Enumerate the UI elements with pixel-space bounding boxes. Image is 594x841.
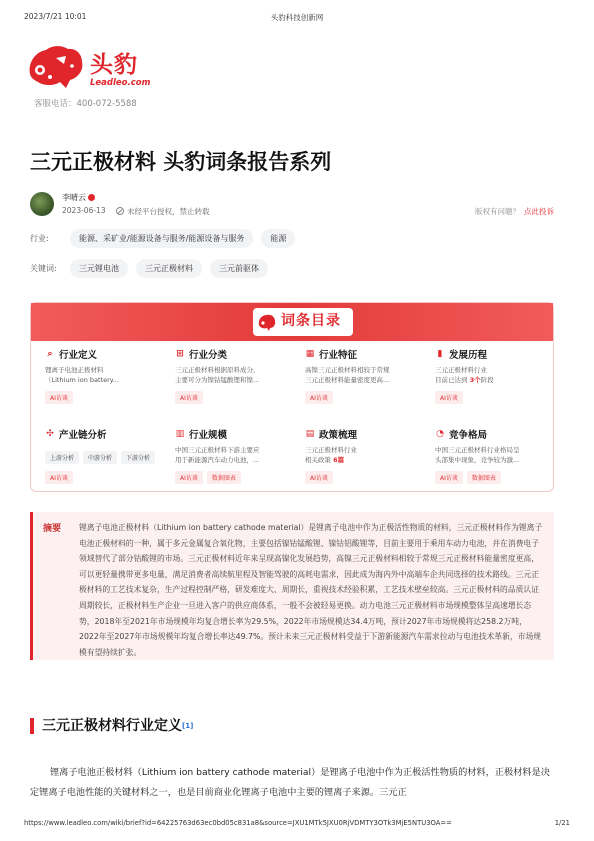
complaint-link[interactable]: 点此投诉 — [524, 207, 554, 216]
toc-item-title — [175, 347, 299, 361]
copyright-question: 版权有问题？ — [475, 207, 520, 216]
toc-item-title — [175, 427, 299, 441]
toc-item-desc — [305, 446, 429, 465]
toc-desc-line: 高镍三元正极材料相较于常规 — [305, 366, 390, 374]
toc-item-competition[interactable] — [435, 427, 559, 484]
keyword-tag[interactable]: 三元正极材料 — [136, 259, 202, 278]
toc-item-title — [435, 347, 559, 361]
service-hotline: 客服电话：400-072-5588 — [34, 99, 137, 109]
toc-desc-line: 中国三元正极材料行业格局呈 — [435, 446, 520, 454]
verified-badge-icon — [88, 194, 95, 201]
toc-item-label: 行业定义 — [59, 350, 98, 361]
toc-desc-line: （Lithium ion battery... — [45, 375, 119, 384]
leopard-mini-icon — [257, 312, 277, 332]
brand-name-cn: 头豹 — [90, 52, 138, 78]
toc-item-classification[interactable] — [175, 347, 299, 404]
authorization-text: 未经平台授权，禁止转载 — [127, 207, 210, 216]
author-info — [30, 192, 554, 222]
downstream-tag[interactable]: 下游分析 — [121, 451, 155, 464]
toc-item-title — [435, 427, 559, 441]
toc-desc-line: 三元正极材料根据原料成分， — [175, 366, 260, 374]
data-chart-pill[interactable]: 数据图表 — [207, 471, 241, 484]
toc-desc-line: 头部集中现象，竞争较为激... — [435, 455, 520, 464]
toc-item-label: 行业特征 — [319, 350, 358, 361]
ai-interview-pill[interactable]: AI访谈 — [305, 391, 333, 404]
toc-item-desc — [175, 446, 299, 465]
reference-link[interactable]: [1] — [182, 722, 194, 730]
page-number: 1/21 — [554, 819, 570, 827]
toc-item-title — [305, 347, 429, 361]
toc-item-label: 行业分类 — [189, 350, 228, 361]
section-title — [30, 718, 193, 734]
keyword-tag[interactable]: 三元锂电池 — [70, 259, 128, 278]
toc-item-history[interactable] — [435, 347, 559, 404]
toc-item-label: 产业链分析 — [59, 430, 107, 441]
toc-panel — [30, 302, 554, 492]
toc-item-policy[interactable] — [305, 427, 429, 484]
ai-interview-pill[interactable]: AI访谈 — [175, 391, 203, 404]
body-paragraph: 锂离子电池正极材料（Lithium ion battery cathode material）是锂离子电池中作为正极活性物质的材料，正极材料是决定锂离子电池性能的关键材料之一，也是目前商业化锂离子电池中主要的锂离子来源。三元正 — [30, 767, 550, 798]
pie-icon: ◔ — [436, 429, 444, 439]
keyword-label: 关键词: — [30, 264, 57, 273]
toc-item-desc — [175, 366, 299, 385]
hierarchy-icon: ⊞ — [176, 349, 184, 359]
grid-icon: ▦ — [305, 349, 315, 359]
toc-desc-line: 三元正极材料能量密度更高... — [305, 375, 390, 384]
bars-icon: ▮ — [437, 349, 443, 359]
midstream-tag[interactable]: 中游分析 — [83, 451, 117, 464]
toc-title: 词条目录 — [281, 313, 341, 329]
toc-item-title — [45, 347, 169, 361]
keyword-row — [30, 259, 276, 278]
toc-item-desc — [435, 366, 559, 385]
abstract-label: 摘要 — [43, 524, 62, 534]
search-doc-icon: ⌕ — [47, 349, 53, 359]
print-header — [24, 12, 570, 24]
leopard-logo-icon — [26, 44, 86, 90]
policy-icon: ▤ — [305, 429, 315, 439]
toc-desc-line: 目前已达到 — [435, 375, 470, 384]
abstract-box — [30, 512, 554, 660]
toc-item-label: 发展历程 — [449, 350, 488, 361]
toc-item-desc — [305, 366, 429, 385]
page-title: 三元正极材料 头豹词条报告系列 — [30, 150, 332, 174]
toc-item-features[interactable] — [305, 347, 429, 404]
section-title-text: 三元正极材料行业定义 — [42, 718, 182, 734]
ai-interview-pill[interactable]: AI访谈 — [175, 471, 203, 484]
author-avatar[interactable] — [30, 192, 54, 216]
author-name-wrap[interactable] — [62, 192, 95, 203]
toc-item-label: 竞争格局 — [449, 430, 488, 441]
keyword-tag[interactable]: 三元前驱体 — [210, 259, 268, 278]
ai-interview-pill[interactable]: AI访谈 — [305, 471, 333, 484]
stage-count: 3个 — [469, 375, 481, 384]
toc-header — [31, 303, 553, 341]
industry-row — [30, 229, 303, 248]
toc-item-title — [305, 427, 429, 441]
toc-item-label: 行业规模 — [189, 430, 228, 441]
ban-icon — [116, 207, 124, 215]
industry-tag[interactable]: 能源 — [261, 229, 295, 248]
toc-item-desc — [435, 446, 559, 465]
brand-name-en: Leadleo.com — [90, 78, 151, 88]
author-name[interactable]: 李晴云 — [62, 193, 86, 202]
chart-icon: ▥ — [175, 429, 185, 439]
toc-desc-line: 主要可分为镍钴锰酸锂和镍... — [175, 375, 260, 384]
ai-interview-pill[interactable]: AI访谈 — [45, 391, 73, 404]
industry-label: 行业: — [30, 234, 49, 243]
toc-item-chain[interactable] — [45, 427, 169, 484]
toc-desc-suffix: 阶段 — [480, 375, 494, 384]
toc-desc-line: 相关政策 — [305, 455, 334, 464]
print-datetime: 2023/7/21 10:01 — [24, 12, 87, 21]
publish-date: 2023-06-13 — [62, 206, 106, 215]
toc-item-title — [45, 427, 169, 441]
print-footer — [24, 819, 570, 827]
toc-item-label: 政策梳理 — [319, 430, 358, 441]
toc-desc-line: 三元正极材料行业 — [435, 366, 487, 374]
abstract-text: 锂离子电池正极材料（Lithium ion battery cathode material）是锂离子电池中作为正极活性物质的材料，三元正极材料作为锂离子电池正极材料的一种，属于多元金属复合氧化物，主要包括镍钴锰酸锂、镍钴铝酸锂等，目前主要用于乘用车动力电池，并在消费电子领域替代了部分钴酸锂的市场。三元正极材料近年来呈现高镍化发展趋势，高镍三元正极材料相较于常规三元正极材料能量密度更高，可以更轻量携带更多电量，满足消费者高续航里程及智能驾驶的高耗电需求，因此成为海内外中高端车企共同选择的技术路线。三元正极材料的工艺技术复杂，生产过程控制严格，研发难度大、周期长，重视技术经验积累，工艺技术壁垒较高。三元正极材料的品质认证周期较长，正极材料生产企业一旦进入客户的供应商体系，一般不会被轻易更换。动力电池三元正极材料市场规模整体呈高速增长态势，2018年至2021年市场规模年均复合增长率为29.5%，2022年市场规模达34.4万吨，预计2027年市场规模将达258.2万吨，2022年至2027年市场规模年均复合增长率达49.7%。预计未来三元正极材料受益于下游新能源汽车需求拉动与电池技术革新，市场规模有望持续扩张。 — [79, 523, 543, 657]
toc-desc-line: 用于新能源汽车动力电池，... — [175, 455, 260, 464]
chain-sub-tags — [45, 445, 169, 465]
industry-tag[interactable]: 能源、采矿业/能源设备与服务/能源设备与服务 — [70, 229, 253, 248]
authorization-notice — [116, 206, 210, 217]
policy-count: 6篇 — [333, 455, 345, 464]
ai-interview-pill[interactable]: AI访谈 — [435, 471, 463, 484]
toc-item-definition[interactable] — [45, 347, 169, 404]
print-site-title: 头豹科技创新网 — [270, 13, 324, 22]
toc-item-scale[interactable] — [175, 427, 299, 484]
leadleo-logo[interactable] — [26, 42, 176, 98]
toc-desc-line: 三元正极材料行业 — [305, 446, 357, 454]
chain-icon: ✣ — [46, 429, 54, 439]
ai-interview-pill[interactable]: AI访谈 — [45, 471, 73, 484]
ai-interview-pill[interactable]: AI访谈 — [435, 391, 463, 404]
toc-item-desc — [45, 366, 169, 385]
copyright-notice — [475, 206, 554, 217]
upstream-tag[interactable]: 上游分析 — [45, 451, 79, 464]
toc-desc-line: 中国三元正极材料下游主要应 — [175, 446, 260, 454]
toc-desc-line: 锂离子电池正极材料 — [45, 366, 104, 374]
data-chart-pill[interactable]: 数据图表 — [467, 471, 501, 484]
page-url: https://www.leadleo.com/wiki/brief?id=64225763d63ec0bd05c831a8&source=JXU1MTk5JXU0RjVDMTY3OTk3MjE5NTU3OA== — [24, 819, 452, 827]
